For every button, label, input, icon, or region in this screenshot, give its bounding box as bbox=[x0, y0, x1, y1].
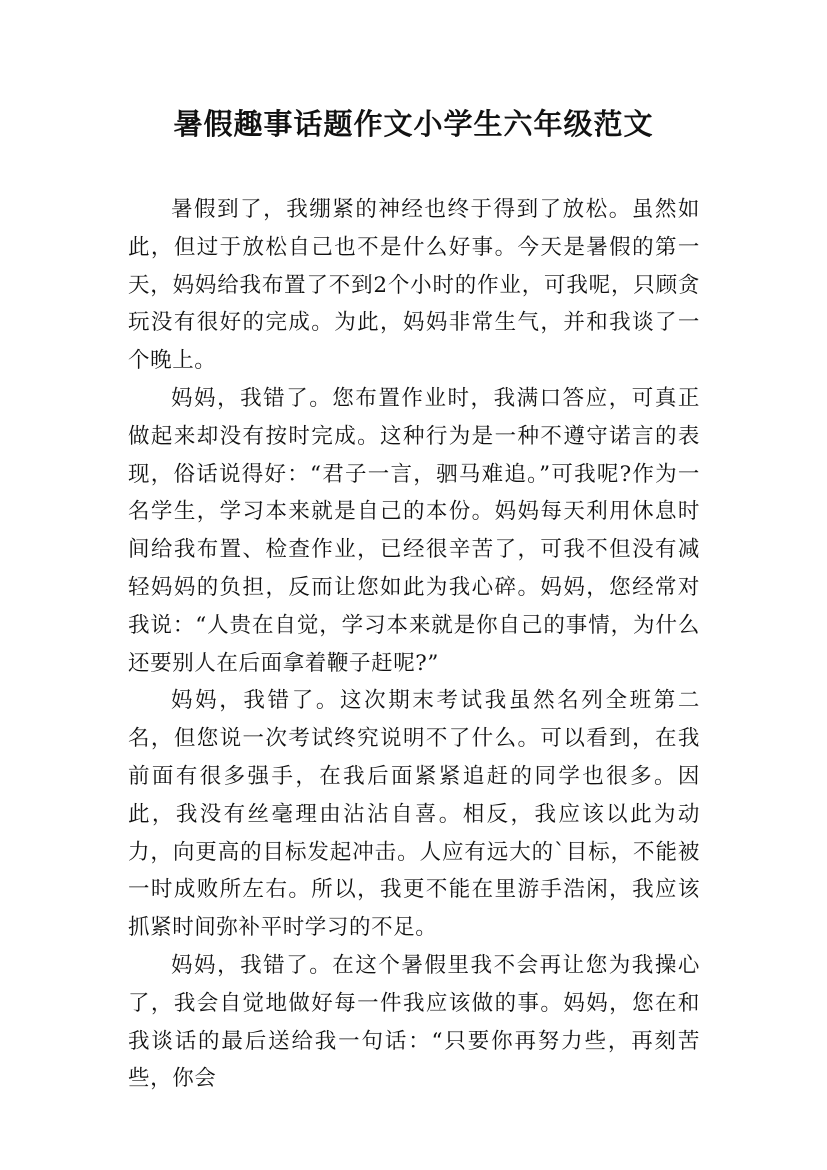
paragraph-4: 妈妈，我错了。在这个暑假里我不会再让您为我操心了，我会自觉地做好每一件我应该做的事。妈妈，您在和我谈话的最后送给我一句话：“只要你再努力些，再刻苦些，你会 bbox=[128, 952, 700, 1092]
document-title: 暑假趣事话题作文小学生六年级范文 bbox=[173, 107, 654, 141]
paragraph-3: 妈妈，我错了。这次期末考试我虽然名列全班第二名，但您说一次考试终究说明不了什么。可以看到，在我前面有很多强手，在我后面紧紧追赶的同学也很多。因此，我没有丝毫理由沾沾自喜。相反，我应该以此为动力，向更高的目标发起冲击。人应有远大的`目标，不能被一时成败所左右。所以，我更不能在里游手浩闲，我应该抓紧时间弥补平时学习的不足。 bbox=[128, 688, 700, 941]
paragraph-2: 妈妈，我错了。您布置作业时，我满口答应，可真正做起来却没有按时完成。这种行为是一种不遵守诺言的表现，俗话说得好：“君子一言，驷马难追。”可我呢?作为一名学生，学习本来就是自己的本份。妈妈每天利用休息时间给我布置、检查作业，已经很辛苦了，可我不但没有减轻妈妈的负担，反而让您如此为我心碎。妈妈，您经常对我说：“人贵在自觉，学习本来就是你自己的事情，为什么还要别人在后面拿着鞭子赶呢?” bbox=[128, 385, 700, 676]
document-body bbox=[128, 191, 700, 1098]
paragraph-1: 暑假到了，我绷紧的神经也终于得到了放松。虽然如此，但过于放松自己也不是什么好事。今天是暑假的第一天，妈妈给我布置了不到2个小时的作业，可我呢，只顾贪玩没有很好的完成。为此，妈妈非常生气，并和我谈了一个晚上。 bbox=[128, 197, 700, 374]
